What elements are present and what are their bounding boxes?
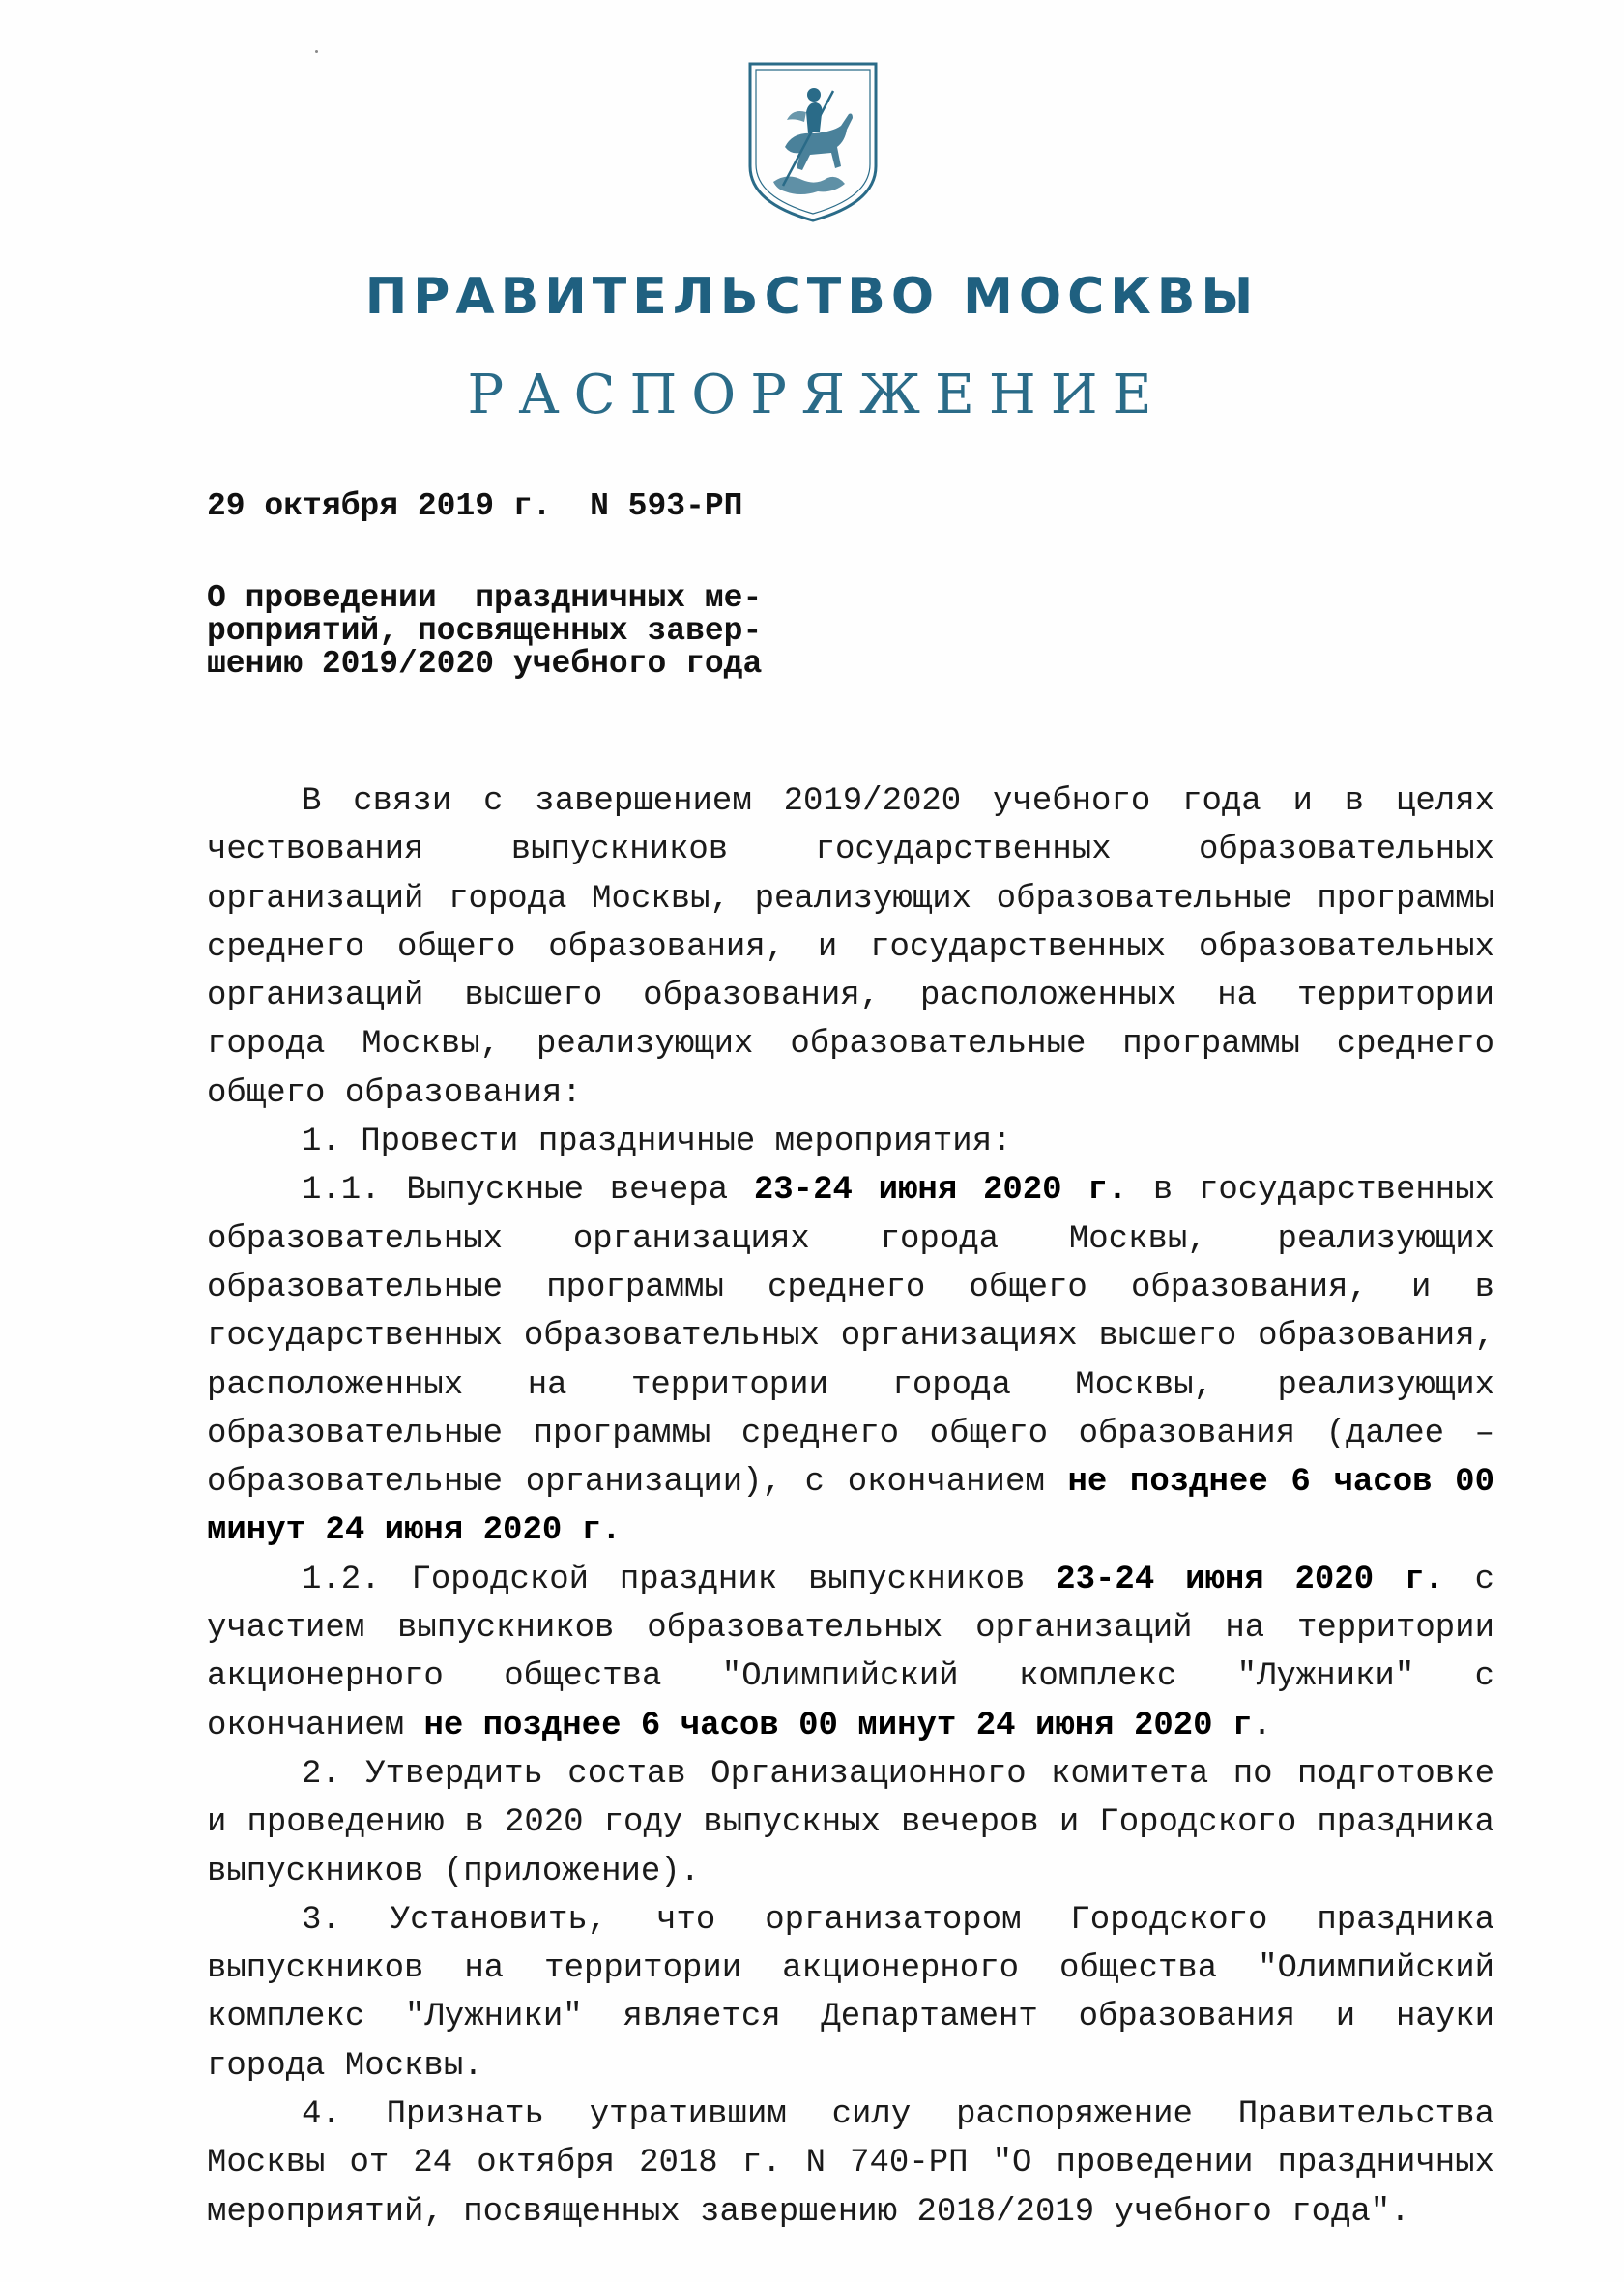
moscow-coat-of-arms-icon — [744, 58, 882, 224]
paragraph-text: 1.1. Выпускные вечера — [302, 1172, 754, 1210]
paragraph-text: 4. Признать утратившим силу распоряжение Правительства Москвы от 24 октября 2018 г. N 740-РП "О проведении праздничных мероприятий, посвященных завершению 2018/2019 учебного года". — [207, 2096, 1494, 2231]
paragraph-emphasis: 23-24 июня 2020 г. — [753, 1172, 1128, 1210]
paragraph — [207, 1118, 1494, 1166]
paragraph — [207, 2091, 1494, 2237]
paragraph-text: в государственных образовательных организациях города Москвы, реализующих образовательные программы среднего общего образования, и в государственных образовательных организациях высшего образования, расположенных на территории города Москвы, реализующих образовательные программы среднего общего образования (далее – образовательные организации), с окончанием — [207, 1172, 1495, 1502]
paragraph-emphasis: 23-24 июня 2020 г. — [1056, 1561, 1444, 1598]
paragraph-text: 1.2. Городской праздник выпускников — [302, 1561, 1057, 1598]
paragraph-text: с участием выпускников образовательных организаций на территории акционерного общества "Олимпийский комплекс "Лужники" с окончанием — [207, 1561, 1494, 1744]
subject-line: роприятий, посвященных завер- — [207, 613, 763, 649]
paragraph-text: . — [1252, 1707, 1272, 1744]
paragraph — [207, 1556, 1494, 1750]
date-and-number: 29 октября 2019 г. N 593-РП — [207, 488, 743, 524]
paragraph-text: 2. Утвердить состав Организационного комитета по подготовке и проведению в 2020 году выпускных вечеров и Городского праздника выпускников (приложение). — [207, 1755, 1494, 1890]
scan-speck — [315, 50, 318, 53]
document-body — [207, 777, 1494, 2237]
paragraph-text: 1. Провести праздничные мероприятия: — [302, 1124, 1012, 1161]
paragraph — [207, 1166, 1494, 1555]
document-type-heading: РАСПОРЯЖЕНИЕ — [467, 364, 1167, 426]
paragraph-emphasis: не позднее 6 часов 00 минут 24 июня 2020 г. — [207, 1464, 1494, 1550]
paragraph — [207, 777, 1494, 1118]
document-subject — [207, 582, 806, 681]
subject-line: О проведении праздничных ме- — [207, 580, 763, 616]
paragraph-text: 3. Установить, что организатором Городского праздника выпускников на территории акционерного общества "Олимпийский комплекс "Лужники" является Департамент образования и науки города Москвы. — [207, 1901, 1494, 2085]
paragraph-emphasis: не позднее 6 часов 00 минут 24 июня 2020 г — [423, 1707, 1253, 1744]
government-title: ПРАВИТЕЛЬСТВО МОСКВЫ — [364, 268, 1260, 326]
subject-line: шению 2019/2020 учебного года — [207, 646, 763, 682]
paragraph — [207, 1750, 1494, 1896]
paragraph-text: В связи с завершением 2019/2020 учебного года и в целях чествования выпускников государственных образовательных организаций города Москвы, реализующих образовательные программы среднего общего образования, и государственных образовательных организаций высшего образования, расположенных на территории города Москвы, реализующих образовательные программы среднего общего образования: — [207, 783, 1494, 1112]
paragraph — [207, 1896, 1494, 2091]
